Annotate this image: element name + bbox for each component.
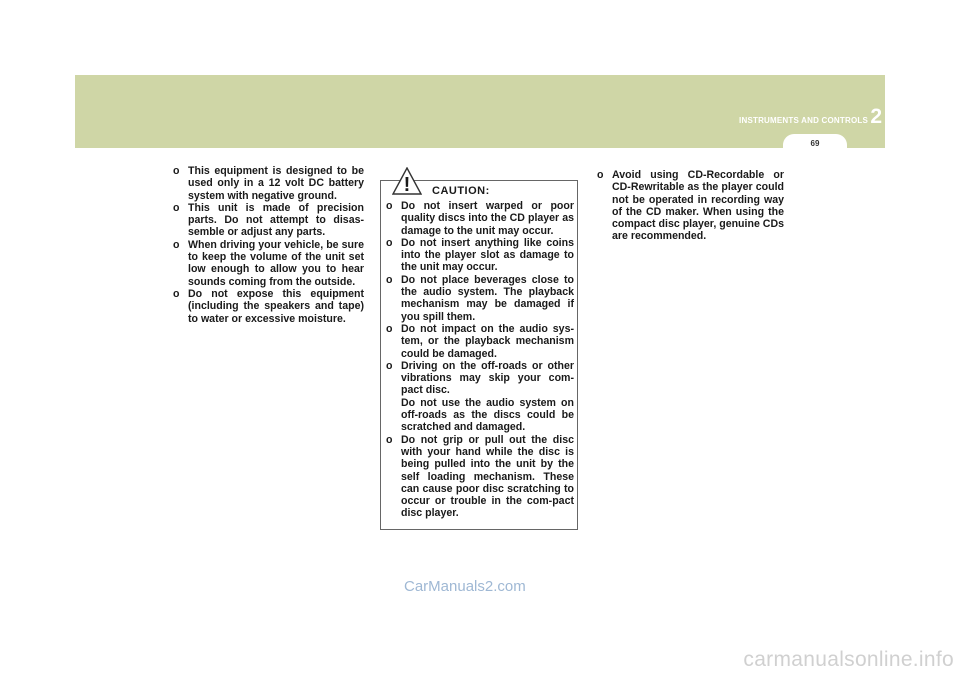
list-item: o This unit is made of precision parts. Do not attempt to disas-semble or adjust any parts. (173, 201, 364, 239)
list-item: o Avoid using CD-Recordable or CD-Rewritable as the player could not be operated in recording way of the CD maker. When using the compact disc player, genuine CDs are recommended. (597, 169, 784, 243)
right-column (597, 169, 784, 243)
list-item: o Do not expose this equipment (including the speakers and tape) to water or excessive moisture. (173, 287, 364, 325)
list-item: o Do not impact on the audio sys-tem, or the playback mechanism could be damaged. (386, 322, 574, 360)
list-item: o Do not insert warped or poor quality discs into the CD player as damage to the unit may occur. (386, 200, 574, 237)
list-item-continuation: Do not use the audio system on off-roads as the discs could be scratched and damaged. (401, 396, 574, 434)
site-watermark: CarManuals2.com (404, 578, 526, 595)
warning-triangle-icon (392, 167, 422, 195)
list-item: o When driving your vehicle, be sure to keep the volume of the unit set low enough to allow you to hear sounds coming from the outside. (173, 238, 364, 288)
list-item: o This equipment is designed to be used only in a 12 volt DC battery system with negative ground. (173, 165, 364, 202)
section-title: INSTRUMENTS AND CONTROLS (739, 116, 868, 125)
page-number: 69 (810, 139, 820, 148)
list-item: o Do not place beverages close to the audio system. The playback mechanism may be damaged if you spill them. (386, 273, 574, 323)
caution-title: CAUTION: (432, 185, 490, 197)
list-item: o Do not grip or pull out the disc with your hand while the disc is being pulled into the unit by the self loading mechanism. These can cause poor disc scratching to occur or trouble in the com-pact disc player. (386, 433, 574, 520)
header-band (75, 75, 885, 148)
list-item: o Driving on the off-roads or other vibrations may skip your com-pact disc. Do not use the audio system on off-roads as the discs could be scratched and damaged. (386, 359, 574, 434)
svg-text:!: ! (403, 174, 411, 195)
caution-list (386, 200, 574, 520)
list-item: o Do not insert anything like coins into the player slot as damage to the unit may occur. (386, 236, 574, 274)
section-number: 2 (870, 105, 882, 128)
left-column (173, 165, 364, 325)
footer-watermark: carmanualsonline.info (743, 648, 954, 671)
